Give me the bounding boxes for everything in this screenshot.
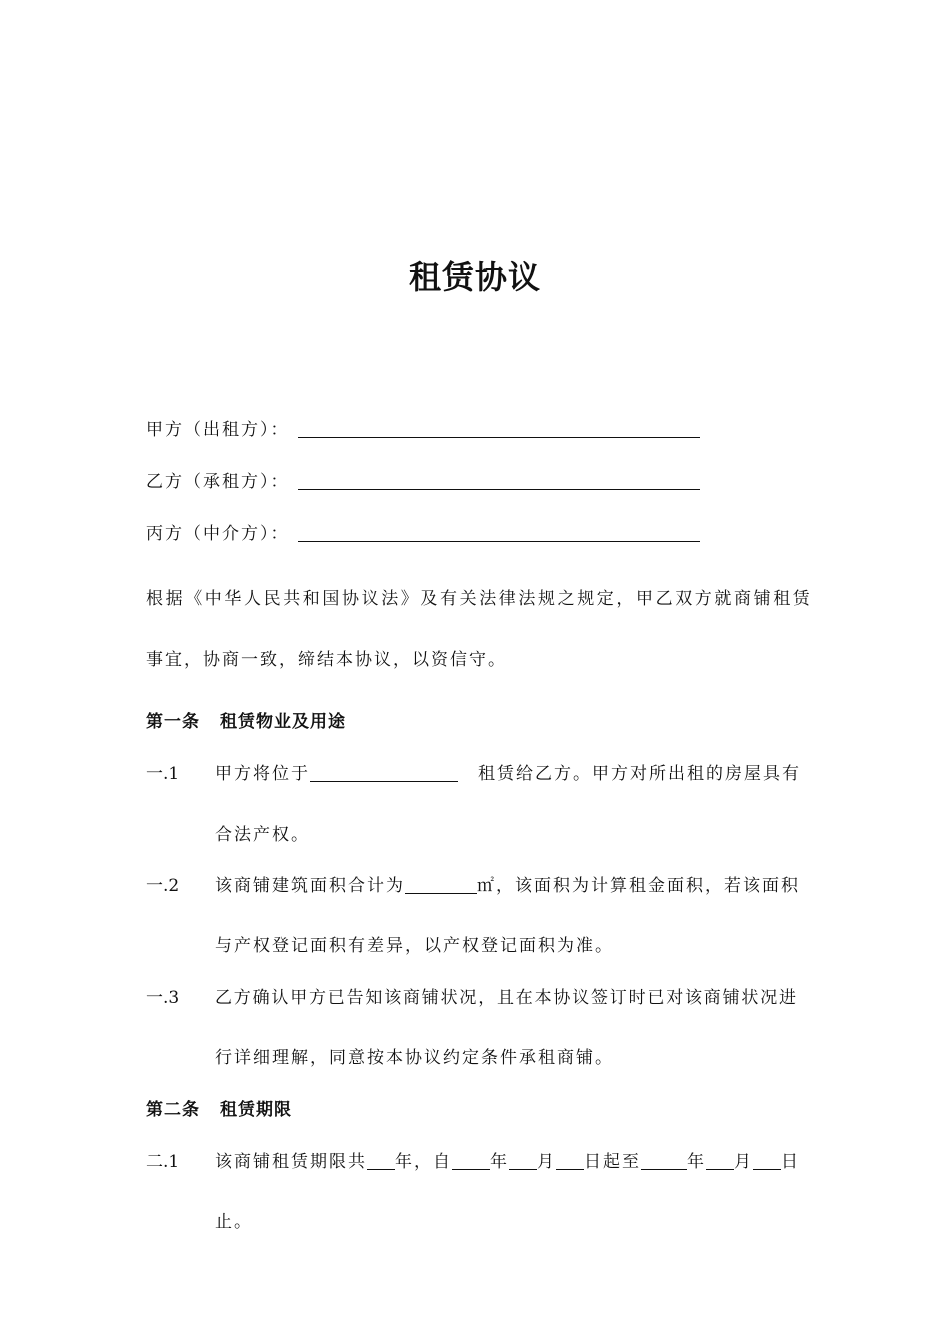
article-2-title: 租赁期限 <box>220 1100 292 1120</box>
end-day-blank <box>753 1151 781 1170</box>
clause-1-2-line-1 <box>215 874 800 898</box>
clause-1-2-number: 一.2 <box>146 876 180 896</box>
location-blank <box>310 763 458 782</box>
area-blank <box>405 875 477 894</box>
article-1-heading <box>146 710 346 734</box>
party-a-label: 甲方（出租方）： <box>146 420 290 440</box>
party-a-blank <box>298 437 700 438</box>
clause-1-1-text-b: 租赁给乙方。甲方对所出租的房屋具有 <box>478 764 801 784</box>
clause-1-1-line-2: 合法产权。 <box>215 825 310 845</box>
intro-line-1: 根据《中华人民共和国协议法》及有关法律法规之规定，甲乙双方就商铺租赁 <box>146 589 813 609</box>
clause-2-1-number: 二.1 <box>146 1152 180 1172</box>
clause-1-1-text-a: 甲方将位于 <box>215 764 310 784</box>
start-month-blank <box>509 1151 537 1170</box>
term-text-2: 年，自 <box>395 1152 452 1172</box>
clause-1-2-text-b: ㎡，该面积为计算租金面积，若该面积 <box>477 876 800 896</box>
end-month-blank <box>706 1151 734 1170</box>
term-text-6: 年 <box>687 1152 706 1172</box>
term-text-8: 日 <box>781 1152 800 1172</box>
intro-line-2: 事宜，协商一致，缔结本协议，以资信守。 <box>146 650 507 670</box>
clause-1-3-number: 一.3 <box>146 988 180 1008</box>
article-2-number: 第二条 <box>146 1100 200 1120</box>
start-year-blank <box>452 1151 490 1170</box>
term-text-3: 年 <box>490 1152 509 1172</box>
clause-1-2-line-2: 与产权登记面积有差异，以产权登记面积为准。 <box>215 936 614 956</box>
article-2-heading <box>146 1098 292 1122</box>
term-text-1: 该商铺租赁期限共 <box>215 1152 367 1172</box>
term-text-5: 日起至 <box>584 1152 641 1172</box>
document-title: 租赁协议 <box>408 258 541 296</box>
start-day-blank <box>556 1151 584 1170</box>
term-text-7: 月 <box>734 1152 753 1172</box>
term-years-blank <box>367 1151 395 1170</box>
clause-1-3-line-2: 行详细理解，同意按本协议约定条件承租商铺。 <box>215 1048 614 1068</box>
clause-1-1-line-1 <box>215 762 801 786</box>
clause-2-1-line-1 <box>215 1150 800 1174</box>
party-b-blank <box>298 489 700 490</box>
term-text-4: 月 <box>537 1152 556 1172</box>
article-1-number: 第一条 <box>146 712 200 732</box>
article-1-title: 租赁物业及用途 <box>220 712 346 732</box>
party-c-blank <box>298 541 700 542</box>
clause-1-1-number: 一.1 <box>146 764 180 784</box>
clause-1-2-text-a: 该商铺建筑面积合计为 <box>215 876 405 896</box>
party-c-label: 丙方（中介方）： <box>146 524 290 544</box>
party-b-label: 乙方（承租方）： <box>146 472 290 492</box>
clause-2-1-line-2: 止。 <box>215 1212 253 1232</box>
clause-1-3-line-1: 乙方确认甲方已告知该商铺状况，且在本协议签订时已对该商铺状况进 <box>215 988 798 1008</box>
end-year-blank <box>641 1151 687 1170</box>
